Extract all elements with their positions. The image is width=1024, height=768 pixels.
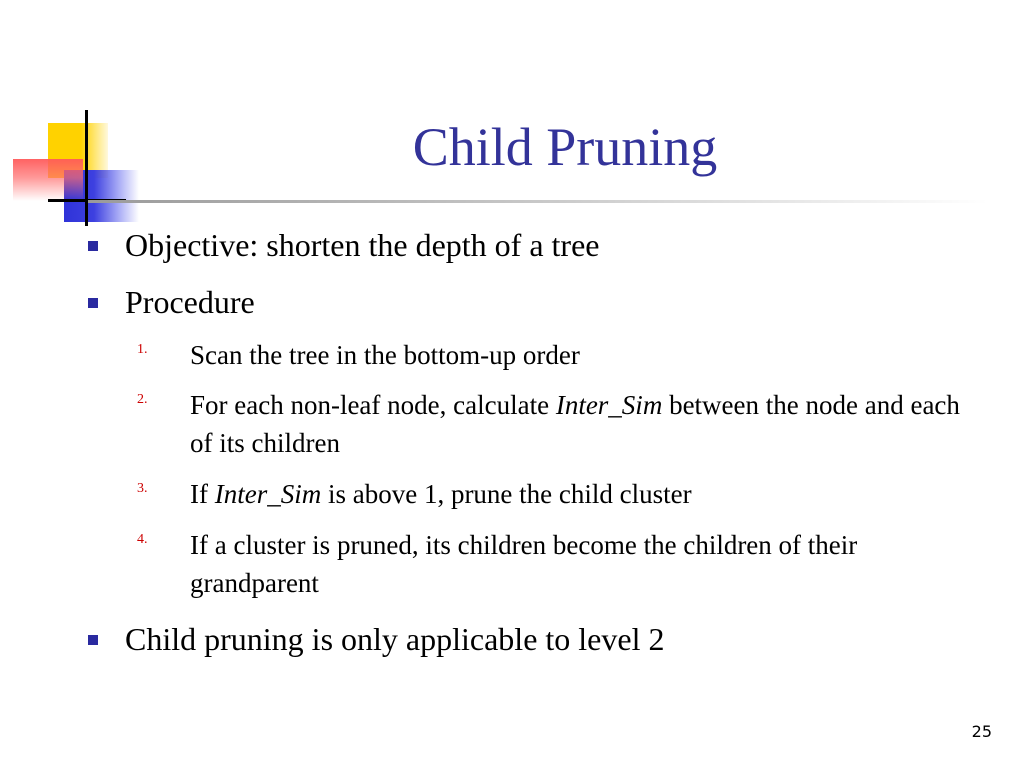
step-number: 4. (137, 532, 148, 547)
slide-title: Child Pruning (412, 117, 718, 177)
square-bullet-icon (88, 635, 98, 645)
logo-vertical-line (85, 110, 88, 226)
page-number: 25 (971, 722, 992, 741)
step-number: 2. (137, 392, 148, 407)
step-text: For each non-leaf node, calculate Inter_Sim between the node and each of its children (190, 390, 960, 458)
inter-sim-term: Inter_Sim (214, 479, 322, 509)
step-number: 3. (137, 481, 148, 496)
step-text: Scan the tree in the bottom-up order (190, 340, 580, 370)
bullet-text: Objective: shorten the depth of a tree (125, 227, 600, 263)
square-bullet-icon (88, 241, 98, 251)
logo-red-square (13, 159, 83, 201)
title-underline-rule (88, 200, 988, 203)
bullet-text: Child pruning is only applicable to level 2 (125, 621, 665, 657)
bullet-text: Procedure (125, 284, 255, 320)
step-text: If Inter_Sim is above 1, prune the child cluster (190, 479, 692, 509)
square-bullet-icon (88, 298, 98, 308)
step-text: If a cluster is pruned, its children become the children of their grandparent (190, 530, 858, 598)
step-number: 1. (137, 342, 148, 357)
inter-sim-term: Inter_Sim (555, 390, 663, 420)
